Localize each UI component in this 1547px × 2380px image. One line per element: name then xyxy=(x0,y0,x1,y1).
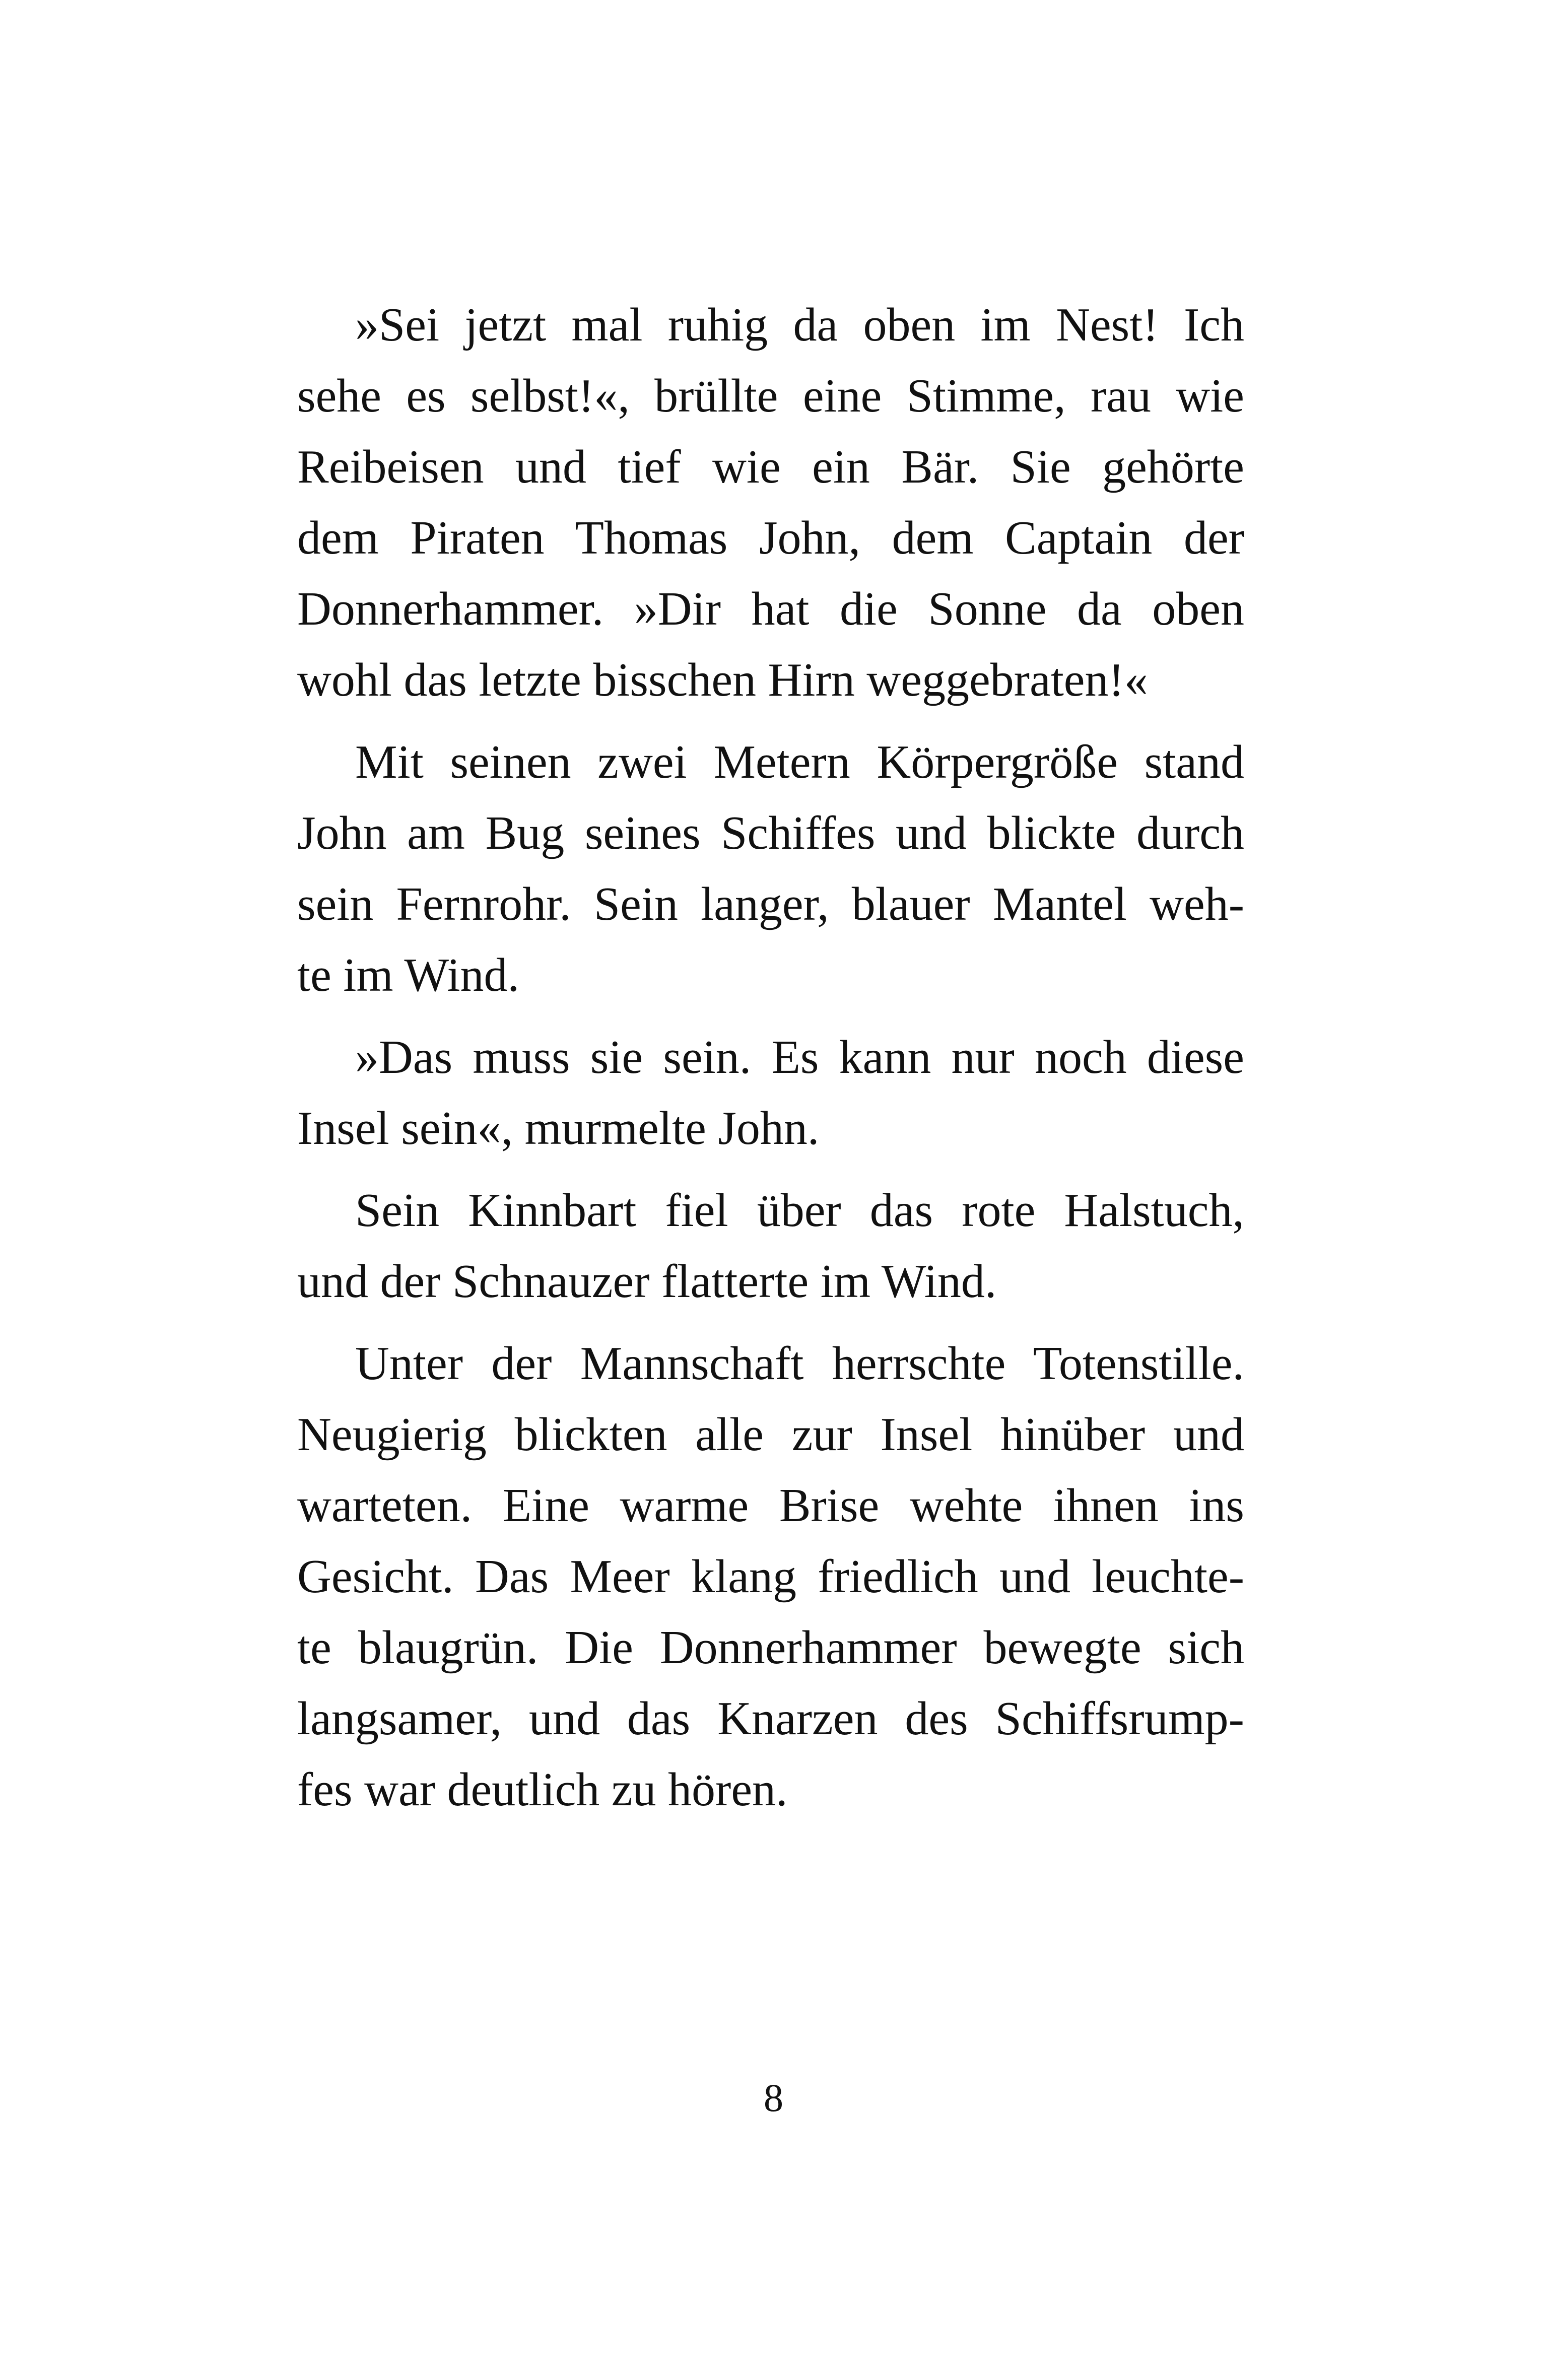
text-line: Insel sein«, murmelte John. xyxy=(297,1102,820,1154)
text-line: langsamer, und das Knarzen des Schiffsrump- xyxy=(297,1692,1244,1745)
text-line: John am Bug seines Schiffes und blickte durch xyxy=(297,807,1244,859)
text-line: Gesicht. Das Meer klang friedlich und leuchte- xyxy=(297,1550,1244,1603)
text-line: warteten. Eine warme Brise wehte ihnen ins xyxy=(297,1479,1244,1532)
text-line: »Sei jetzt mal ruhig da oben im Nest! Ich xyxy=(355,299,1244,351)
paragraph xyxy=(297,1175,1244,1317)
text-line: Donnerhammer. »Dir hat die Sonne da oben xyxy=(297,583,1244,635)
page-number: 8 xyxy=(764,2076,783,2120)
paragraph xyxy=(297,727,1244,1011)
text-line: Mit seinen zwei Metern Körpergröße stand xyxy=(355,736,1244,788)
text-line: Reibeisen und tief wie ein Bär. Sie gehörte xyxy=(297,441,1244,493)
text-line: te blaugrün. Die Donnerhammer bewegte sich xyxy=(297,1621,1244,1674)
text-line: und der Schnauzer flatterte im Wind. xyxy=(297,1255,997,1308)
paragraph xyxy=(297,290,1244,716)
text-line: wohl das letzte bisschen Hirn weggebraten!« xyxy=(297,654,1148,706)
text-line: te im Wind. xyxy=(297,949,519,1001)
text-line: fes war deutlich zu hören. xyxy=(297,1763,788,1816)
text-line: sein Fernrohr. Sein langer, blauer Mantel weh- xyxy=(297,878,1244,930)
text-line: »Das muss sie sein. Es kann nur noch diese xyxy=(355,1031,1244,1083)
paragraph xyxy=(297,1328,1244,1825)
text-line: Unter der Mannschaft herrschte Totenstille. xyxy=(355,1337,1244,1390)
text-line: Sein Kinnbart fiel über das rote Halstuch, xyxy=(355,1184,1244,1237)
text-line: Neugierig blickten alle zur Insel hinüber und xyxy=(297,1408,1244,1461)
paragraph xyxy=(297,1022,1244,1164)
text-line: dem Piraten Thomas John, dem Captain der xyxy=(297,512,1244,564)
text-line: sehe es selbst!«, brüllte eine Stimme, rau wie xyxy=(297,370,1244,422)
body-text xyxy=(297,290,1244,1837)
